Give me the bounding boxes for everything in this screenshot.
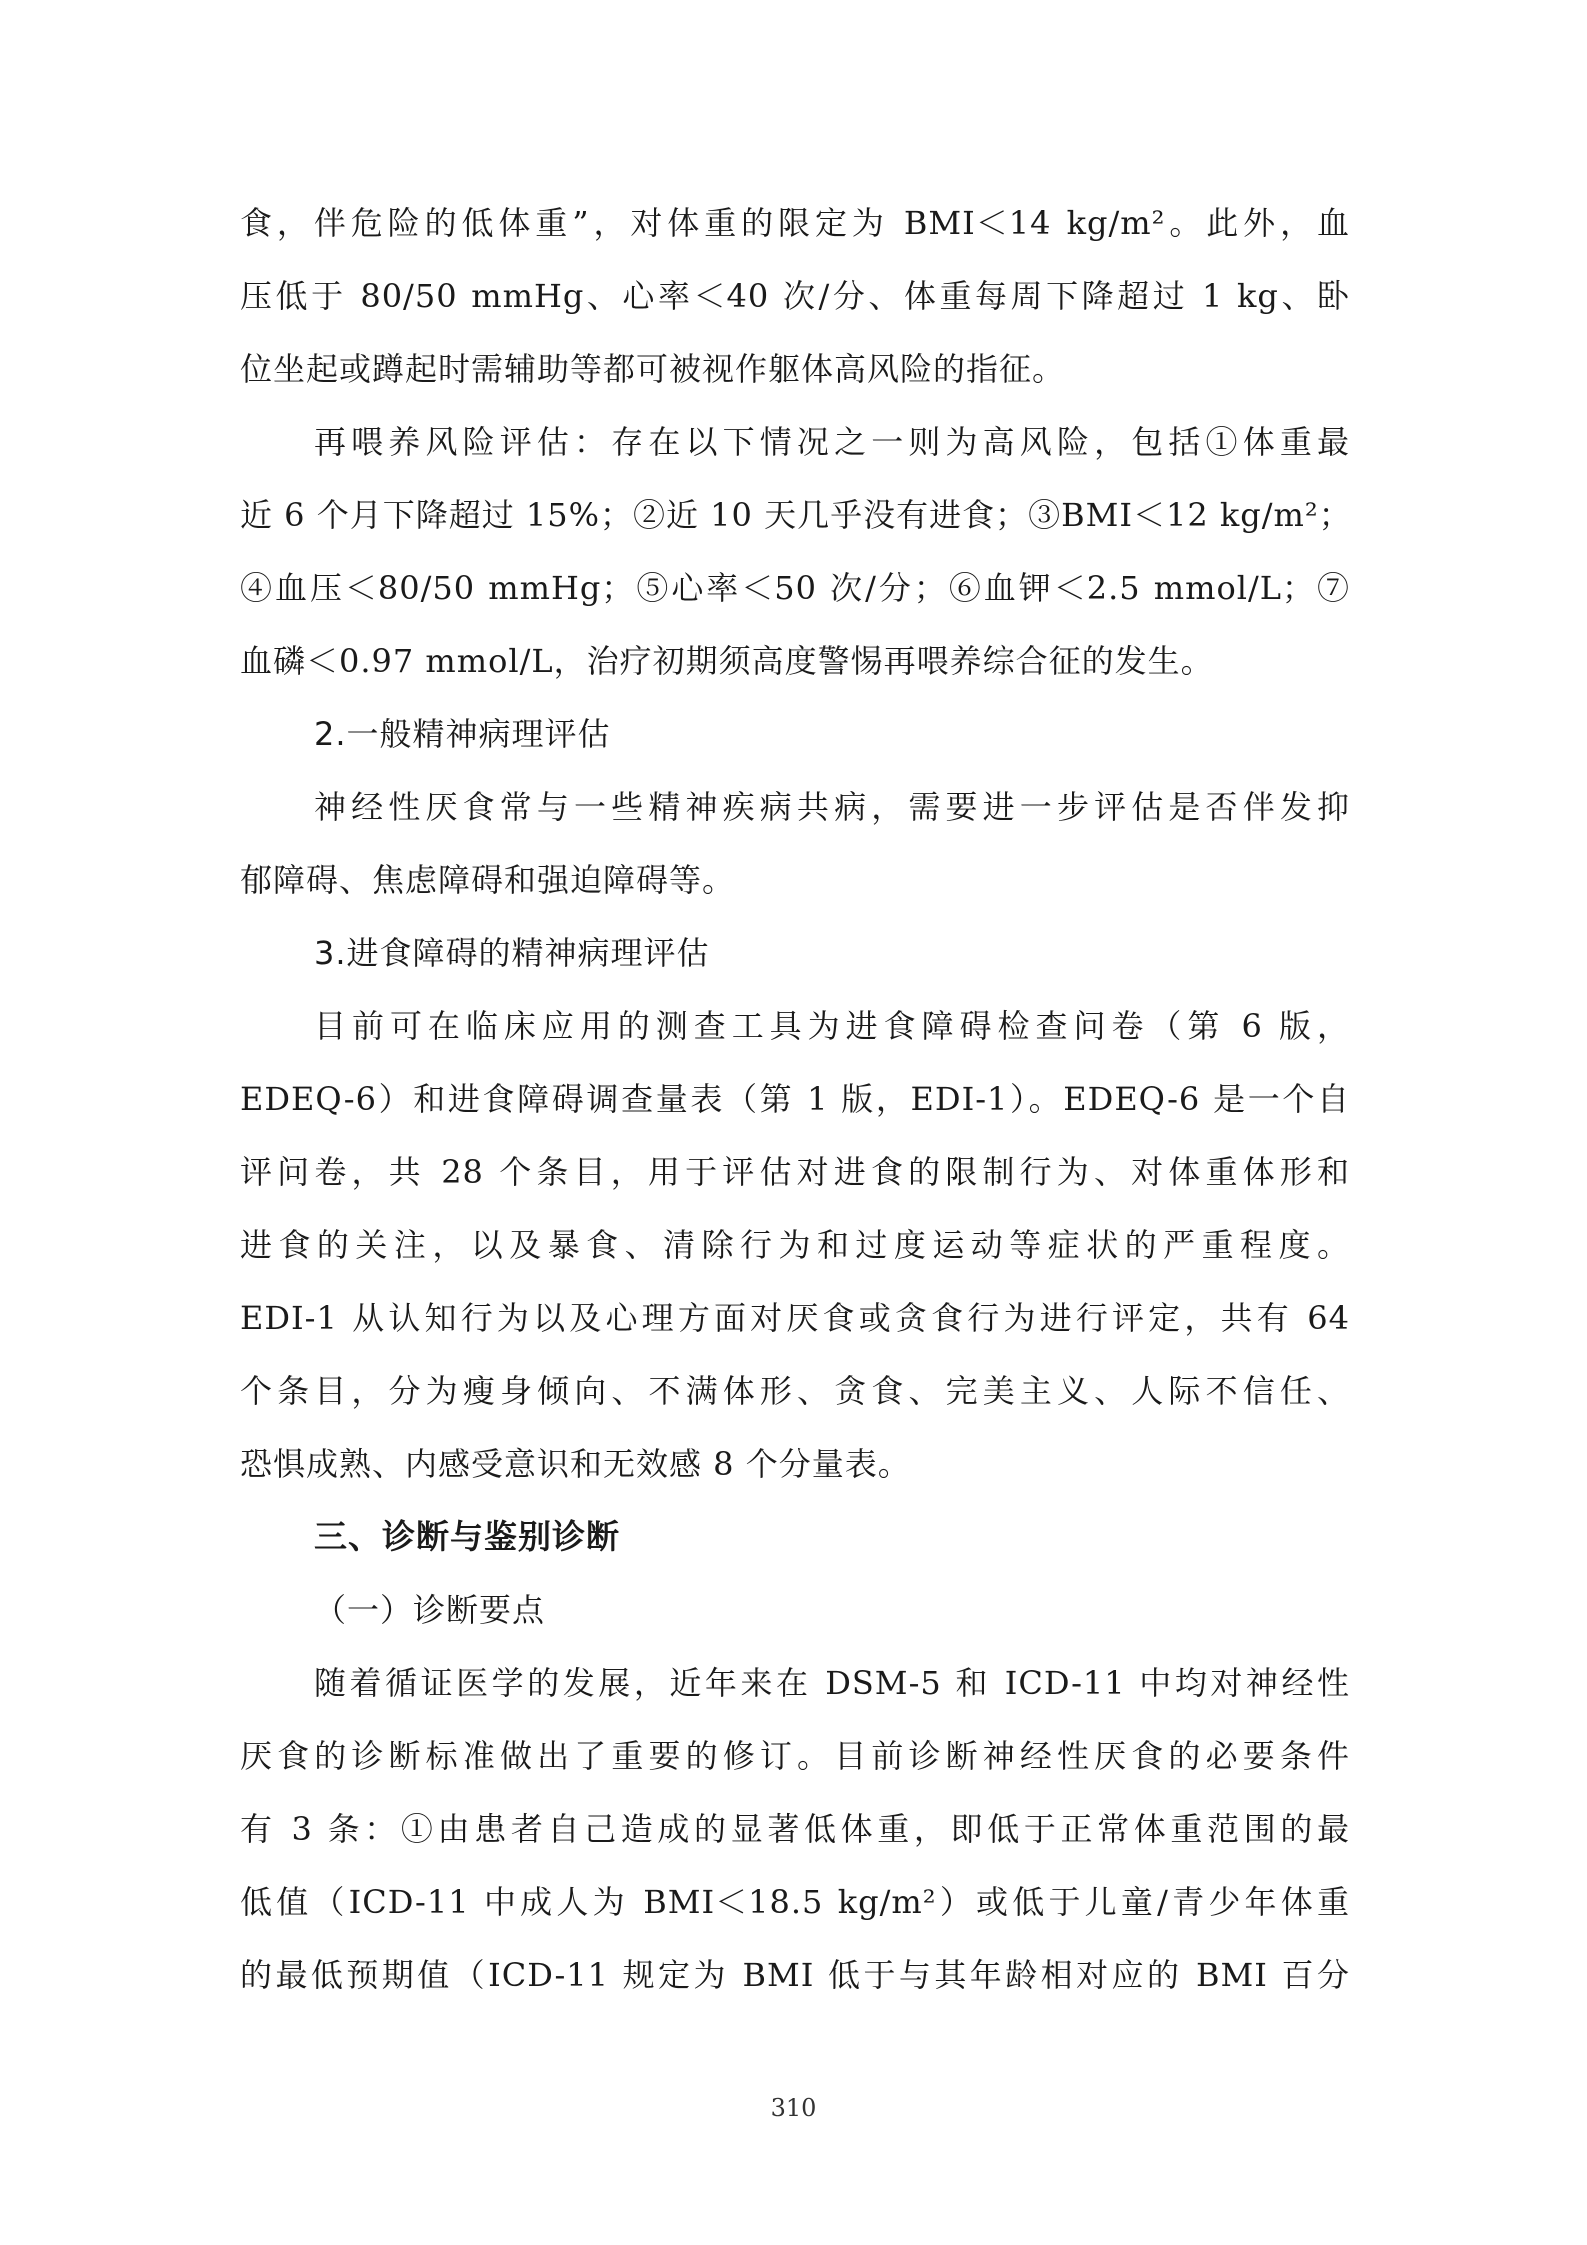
text-line: 目前可在临床应用的测查工具为进食障碍检查问卷（第 6 版， — [314, 1007, 1350, 1045]
text-line: 厌食的诊断标准做出了重要的修订。目前诊断神经性厌食的必要条件 — [240, 1737, 1350, 1775]
text-line: 随着循证医学的发展，近年来在 DSM-5 和 ICD-11 中均对神经性 — [314, 1664, 1350, 1702]
text-line: 再喂养风险评估：存在以下情况之一则为高风险，包括①体重最 — [314, 423, 1350, 461]
text-line: 的最低预期值（ICD-11 规定为 BMI 低于与其年龄相对应的 BMI 百分 — [240, 1956, 1350, 1994]
text-line: EDEQ-6）和进食障碍调查量表（第 1 版，EDI-1）。EDEQ-6 是一个自 — [240, 1080, 1350, 1118]
text-line: ④血压＜80/50 mmHg；⑤心率＜50 次/分；⑥血钾＜2.5 mmol/L；⑦ — [240, 569, 1350, 607]
section-heading: 3.进食障碍的精神病理评估 — [314, 934, 710, 972]
section-heading: 2.一般精神病理评估 — [314, 715, 611, 753]
text-line: 食，伴危险的低体重”，对体重的限定为 BMI＜14 kg/m²。此外，血 — [240, 204, 1350, 242]
text-line: 评问卷，共 28 个条目，用于评估对进食的限制行为、对体重体形和 — [240, 1153, 1350, 1191]
text-line: 恐惧成熟、内感受意识和无效感 8 个分量表。 — [240, 1445, 911, 1483]
text-line: 神经性厌食常与一些精神疾病共病，需要进一步评估是否伴发抑 — [314, 788, 1350, 826]
text-line: 个条目，分为瘦身倾向、不满体形、贪食、完美主义、人际不信任、 — [240, 1372, 1350, 1410]
text-line: 血磷＜0.97 mmol/L，治疗初期须高度警惕再喂养综合征的发生。 — [240, 642, 1214, 680]
text-line: 位坐起或蹲起时需辅助等都可被视作躯体高风险的指征。 — [240, 350, 1066, 388]
text-line: 近 6 个月下降超过 15%；②近 10 天几乎没有进食；③BMI＜12 kg/m²； — [240, 496, 1352, 534]
subsection-heading: （一）诊断要点 — [314, 1591, 546, 1629]
page-number: 310 — [770, 2094, 817, 2122]
chapter-heading: 三、诊断与鉴别诊断 — [314, 1517, 620, 1556]
text-line: 有 3 条：①由患者自己造成的显著低体重，即低于正常体重范围的最 — [240, 1810, 1350, 1848]
text-line: EDI-1 从认知行为以及心理方面对厌食或贪食行为进行评定，共有 64 — [240, 1299, 1350, 1337]
text-line: 压低于 80/50 mmHg、心率＜40 次/分、体重每周下降超过 1 kg、卧 — [240, 277, 1350, 315]
text-line: 进食的关注，以及暴食、清除行为和过度运动等症状的严重程度。 — [240, 1226, 1350, 1264]
text-line: 低值（ICD-11 中成人为 BMI＜18.5 kg/m²）或低于儿童/青少年体重 — [240, 1883, 1350, 1921]
text-line: 郁障碍、焦虑障碍和强迫障碍等。 — [240, 861, 736, 899]
